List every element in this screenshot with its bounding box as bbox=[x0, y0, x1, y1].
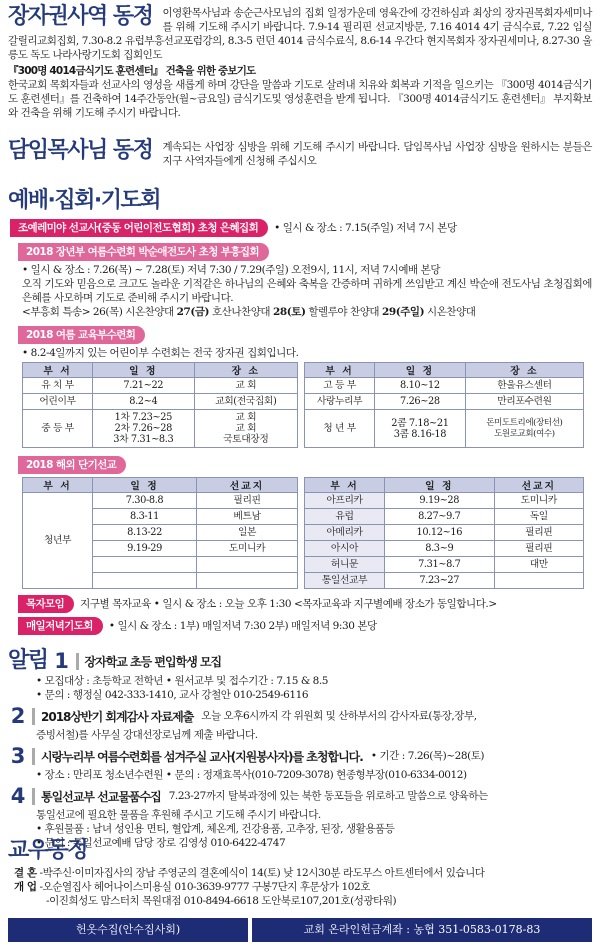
table-cell: 베트남 bbox=[197, 509, 298, 525]
notice-number: 3 bbox=[10, 744, 26, 768]
notice-line: • 문의 : 행정실 042-333-1410, 교사 강철안 010-2549-6116 bbox=[36, 689, 309, 701]
notice-1 bbox=[8, 648, 592, 674]
table-row bbox=[305, 573, 584, 589]
table-cell: 어린이부 bbox=[23, 394, 93, 410]
event-shepherd-meeting-info: 지구별 목자교육 • 일시 & 장소 : 오늘 오후 1:30 <목자교육과 지구별예배 장소가 동일합니다.> bbox=[80, 598, 497, 610]
table-cell: 아시아 bbox=[305, 541, 385, 557]
table-cell bbox=[494, 573, 583, 589]
notice-heading: 통일선교부 선교물품수집 bbox=[32, 788, 161, 805]
table-row bbox=[305, 557, 584, 573]
revival-choir-zion: 시온찬양대 bbox=[424, 306, 476, 318]
section-worship bbox=[8, 188, 592, 635]
col-header-date: 일 정 bbox=[385, 478, 495, 493]
notice-line: 오늘 오후6시까지 각 위원회 및 산하부서의 감사자료(통장,장부, bbox=[201, 710, 477, 722]
retreat-table-left bbox=[22, 362, 298, 448]
section-notices-title: 알림 bbox=[8, 648, 48, 673]
section-pastor-para-text: 계속되는 사업장 심방을 위해 기도해 주시기 바랍니다. 담임목사님 사업장 심방을 원하시는 분들은 지구 사역자들에게 신청해 주십시오 bbox=[162, 141, 592, 167]
table-cell: 만리포수련원 bbox=[465, 394, 583, 410]
table-cell: 청 년 부 bbox=[305, 410, 375, 448]
event-jo-jeremiah-pill: 조예레미야 선교사(중동 어린이전도협회) 초청 은혜집회 bbox=[10, 219, 268, 237]
event-shepherd-meeting bbox=[8, 595, 592, 613]
section-pastor-title: 담임목사님 동정 bbox=[8, 138, 153, 163]
table-cell: 9.19~28 bbox=[385, 493, 495, 509]
table-row bbox=[305, 378, 584, 394]
table-cell: 허니문 bbox=[305, 557, 385, 573]
table-row bbox=[305, 410, 584, 448]
revival-day-27: 27(금) bbox=[176, 306, 210, 318]
event-evening-prayer bbox=[8, 617, 592, 635]
retreat-table-right-header bbox=[305, 363, 584, 378]
section-jangjagwon-para1 bbox=[8, 6, 592, 62]
event-revival-line3 bbox=[8, 305, 592, 319]
table-row bbox=[305, 493, 584, 509]
table-cell bbox=[93, 557, 197, 573]
table-row bbox=[23, 394, 298, 410]
table-cell bbox=[93, 573, 197, 589]
table-cell: 한울유스센터 bbox=[465, 378, 583, 394]
members-news-opening bbox=[8, 880, 592, 894]
event-jo-jeremiah-info: • 일시 & 장소 : 7.15(주일) 저녁 7시 본당 bbox=[274, 222, 457, 234]
revival-day-29: 29(주일) bbox=[381, 306, 425, 318]
table-row bbox=[305, 509, 584, 525]
footer-online-offering: 교회 온라인헌금계좌 : 농협 351-0583-0178-83 bbox=[252, 918, 592, 942]
training-center-para: 한국교회 목회자들과 선교사의 영성을 새롭게 하며 강단을 말씀과 기도로 살려내 치유와 회복과 기적을 일으키는 『300명 4014금식기도 훈련센터』를 건축하여 14주간동안(월~금요일) 금식기도및 영성훈련을 받게 됩니다. 『300명 4014금식기도 훈련센터』 부지확보와 건축을 위해 기도해 주시기 바랍니다. bbox=[8, 79, 592, 119]
table-cell: 필리핀 bbox=[197, 493, 298, 509]
table-cell bbox=[197, 573, 298, 589]
notice-line: • 후원물품 : 남녀 성인용 면티, 혈압계, 체온계, 건강용품, 고추장, 된장, 생활용품등 bbox=[36, 823, 395, 835]
table-cell: 돈미도트리에(장터선) 도원로교회(여수) bbox=[465, 410, 583, 448]
col-header-dept: 부 서 bbox=[305, 478, 385, 493]
table-cell: 고 등 부 bbox=[305, 378, 375, 394]
table-row bbox=[305, 541, 584, 557]
event-summer-retreat-pill: 2018 여름 교육부수련회 bbox=[18, 326, 145, 344]
event-jo-jeremiah bbox=[8, 219, 592, 237]
event-evening-prayer-info: • 일시 & 장소 : 1부) 매일저녁 7:30 2부) 매일저녁 9:30 본당 bbox=[108, 620, 377, 632]
table-cell: 10.12~16 bbox=[385, 525, 495, 541]
col-header-date: 일 정 bbox=[93, 478, 197, 493]
notice-line: 통일선교에 필요한 물품을 후원해 주시고 기도해 주시기 바랍니다. bbox=[36, 809, 321, 821]
section-jangjagwon bbox=[8, 6, 592, 120]
table-cell: 사랑누리부 bbox=[305, 394, 375, 410]
table-cell: 통일선교부 bbox=[305, 573, 385, 589]
table-cell: 7.30-8.8 bbox=[93, 493, 197, 509]
table-cell: 유 치 부 bbox=[23, 378, 93, 394]
table-cell: 도미니카 bbox=[197, 541, 298, 557]
notice-line: • 문의 : 통일선교예배 담당 장로 김영성 010-6422-4747 bbox=[36, 837, 286, 849]
table-cell: 도미니카 bbox=[494, 493, 583, 509]
table-cell: 7.26~28 bbox=[375, 394, 466, 410]
table-cell: 7.21~22 bbox=[93, 378, 195, 394]
event-summer-retreat bbox=[8, 323, 592, 448]
table-cell: 청년부 bbox=[23, 493, 93, 589]
section-jangjagwon-para1-text: 이영환목사님과 송순근사모님의 집회 일정가운데 영육간에 강건하심과 최상의 장자권목회자세미나를 위해 기도해 주시기 바랍니다. 7.9-14 필리핀 선교지방문, 7.16 4014 4기 금식수료, 7.22 임실 갈릴리교회집회, 7.30-8.2 유럽부흥선교포럼강의, 8.3-5 런던 4014 금식수료식, 8.6-14 우간다 현지목회자 장자권세미나, 8.27-30 울릉도 독도 나라사랑기도회 집회인도 bbox=[8, 7, 592, 61]
table-row bbox=[305, 525, 584, 541]
table-cell: 8.13-22 bbox=[93, 525, 197, 541]
mission-table-left bbox=[22, 477, 298, 589]
event-revival-line2: 오직 기도와 믿음으로 크고도 놀라운 기적같은 하나님의 은혜와 축복을 간증하며 귀하게 쓰임받고 계신 박순애 전도사님 초청집회에 은혜를 사모하며 기도로 준비해 주시기 바랍니다. bbox=[22, 278, 592, 304]
table-cell: 7.23~27 bbox=[385, 573, 495, 589]
notice-line: • 장소 : 만리포 청소년수련원 • 문의 : 정재효목사(010-7209-3078) 현종형부장(010-6334-0012) bbox=[36, 769, 467, 781]
table-row bbox=[23, 410, 298, 448]
revival-choir-hosanna: 호산나찬양대 bbox=[209, 306, 274, 318]
table-cell: 독일 bbox=[494, 509, 583, 525]
training-center-subtitle: 『300명 4014금식기도 훈련센터』 건축을 위한 중보기도 bbox=[8, 65, 256, 77]
col-header-mission-field: 선교지 bbox=[494, 478, 583, 493]
notice-number: 1 bbox=[54, 649, 69, 673]
members-news-opening-2: -이진희성도 맘스터치 목원대점 010-8494-6618 도안북로107,201호(성광타워) bbox=[46, 895, 397, 907]
members-news-wedding bbox=[8, 866, 592, 880]
table-cell: 필리핀 bbox=[494, 541, 583, 557]
col-header-place: 장 소 bbox=[465, 363, 583, 378]
table-row bbox=[23, 493, 298, 509]
table-cell: 교회(전국집회) bbox=[194, 394, 297, 410]
table-cell: 2콤 7.18~21 3콤 8.16-18 bbox=[375, 410, 466, 448]
table-cell: 8.3~9 bbox=[385, 541, 495, 557]
table-cell: 9.19-29 bbox=[93, 541, 197, 557]
table-cell: 필리핀 bbox=[494, 525, 583, 541]
col-header-dept: 부 서 bbox=[23, 363, 93, 378]
table-cell: 8.10~12 bbox=[375, 378, 466, 394]
section-jangjagwon-title: 장자권사역 동정 bbox=[8, 4, 153, 29]
section-members-news-title: 교우동정 bbox=[8, 838, 88, 863]
table-cell: 8.27~9.7 bbox=[385, 509, 495, 525]
table-cell: 아메리카 bbox=[305, 525, 385, 541]
event-overseas-mission-pill: 2018 해외 단기선교 bbox=[18, 456, 126, 474]
event-evening-prayer-pill: 매일저녁기도회 bbox=[18, 617, 103, 635]
section-notices bbox=[8, 648, 592, 850]
table-cell: 1차 7.23~25 2차 7.26~28 3차 7.31~8.3 bbox=[93, 410, 195, 448]
table-cell: 7.31~8.7 bbox=[385, 557, 495, 573]
notice-line: 7.23-27까지 탈북과정에 있는 북한 동포들을 위로하고 말씀으로 양육하는 bbox=[168, 790, 488, 802]
table-cell: 대만 bbox=[494, 557, 583, 573]
col-header-mission-field: 선교지 bbox=[197, 478, 298, 493]
footer-clothes-collection: 헌옷수집(안수집사회) bbox=[8, 918, 248, 942]
section-pastor bbox=[8, 140, 592, 168]
table-cell: 일본 bbox=[197, 525, 298, 541]
col-header-date: 일 정 bbox=[375, 363, 466, 378]
section-worship-title: 예배·집회·기도회 bbox=[8, 188, 160, 213]
table-cell: 교 회 bbox=[194, 378, 297, 394]
notice-heading: 2018상반기 회계감사 자료제출 bbox=[32, 708, 193, 725]
table-cell: 8.2~4 bbox=[93, 394, 195, 410]
footer bbox=[8, 918, 592, 942]
revival-special-song-label: <부흥회 특송> 26(목) 시온찬양대 bbox=[22, 306, 177, 318]
mission-table-left-header bbox=[23, 478, 298, 493]
col-header-dept: 부 서 bbox=[23, 478, 93, 493]
retreat-table-right bbox=[304, 362, 584, 448]
notice-4 bbox=[8, 784, 592, 808]
section-pastor-para bbox=[8, 140, 592, 168]
event-revival-pill: 2018 장년부 여름수련회 박순애전도사 초청 부흥집회 bbox=[18, 243, 269, 261]
col-header-date: 일 정 bbox=[93, 363, 195, 378]
mission-table-right-header bbox=[305, 478, 584, 493]
table-row bbox=[23, 378, 298, 394]
notice-line: 증빙서철)를 사무실 강대선장로님께 제출 바랍니다. bbox=[36, 729, 258, 741]
table-cell: 중 등 부 bbox=[23, 410, 93, 448]
table-cell: 유럽 bbox=[305, 509, 385, 525]
event-revival-line1: • 일시 & 장소 : 7.26(목) ~ 7.28(토) 저녁 7:30 / 7.29(주일) 오전9시, 11시, 저녁 7시예배 본당 bbox=[22, 264, 441, 276]
mission-tables bbox=[8, 477, 592, 589]
col-header-place: 장 소 bbox=[194, 363, 297, 378]
table-cell: 교 회 교 회 국토대장정 bbox=[194, 410, 297, 448]
notice-heading: 시랑누리부 여름수련회를 섬겨주실 교사(지원봉사자)를 초청합니다. bbox=[32, 748, 363, 765]
revival-day-28: 28(토) bbox=[273, 306, 306, 318]
notice-number: 4 bbox=[10, 784, 26, 808]
notice-heading: 장자학교 초등 편입학생 모집 bbox=[76, 653, 222, 670]
notice-number: 2 bbox=[10, 704, 26, 728]
col-header-dept: 부 서 bbox=[305, 363, 375, 378]
table-cell: 아프리카 bbox=[305, 493, 385, 509]
retreat-tables bbox=[8, 362, 592, 448]
event-summer-retreat-info: • 8.2-4일까지 있는 어린이부 수련회는 전국 장자권 집회입니다. bbox=[22, 347, 299, 359]
notice-line: • 기간 : 7.26(목)~28(토) bbox=[370, 750, 485, 762]
section-members-news bbox=[8, 838, 592, 908]
event-overseas-mission bbox=[8, 453, 592, 589]
wedding-label: 결 혼 bbox=[14, 867, 37, 879]
mission-table-right bbox=[304, 477, 584, 589]
notice-3 bbox=[8, 744, 592, 768]
retreat-table-left-header bbox=[23, 363, 298, 378]
event-shepherd-meeting-pill: 목자모임 bbox=[18, 595, 74, 613]
table-row bbox=[305, 394, 584, 410]
opening-label: 개 업 bbox=[14, 881, 37, 893]
table-cell: 8.3-11 bbox=[93, 509, 197, 525]
wedding-text: -박주신·이미자집사의 장남 주영군의 결혼예식이 14(토) 낮 12시30분 라도무스 아트센터에서 있습니다 bbox=[36, 867, 485, 879]
notice-line: • 모집대상 : 초등학교 전학년 • 원서교부 및 접수기간 : 7.15 & 8.5 bbox=[36, 675, 328, 687]
table-cell bbox=[197, 557, 298, 573]
opening-text: -오순열집사 헤어나이스미용실 010-3639-9777 구봉7단지 후문상가 102호 bbox=[36, 881, 370, 893]
notice-2 bbox=[8, 704, 592, 728]
event-revival bbox=[8, 240, 592, 319]
revival-choir-hallelujah: 할렐루야 찬양대 bbox=[305, 306, 382, 318]
